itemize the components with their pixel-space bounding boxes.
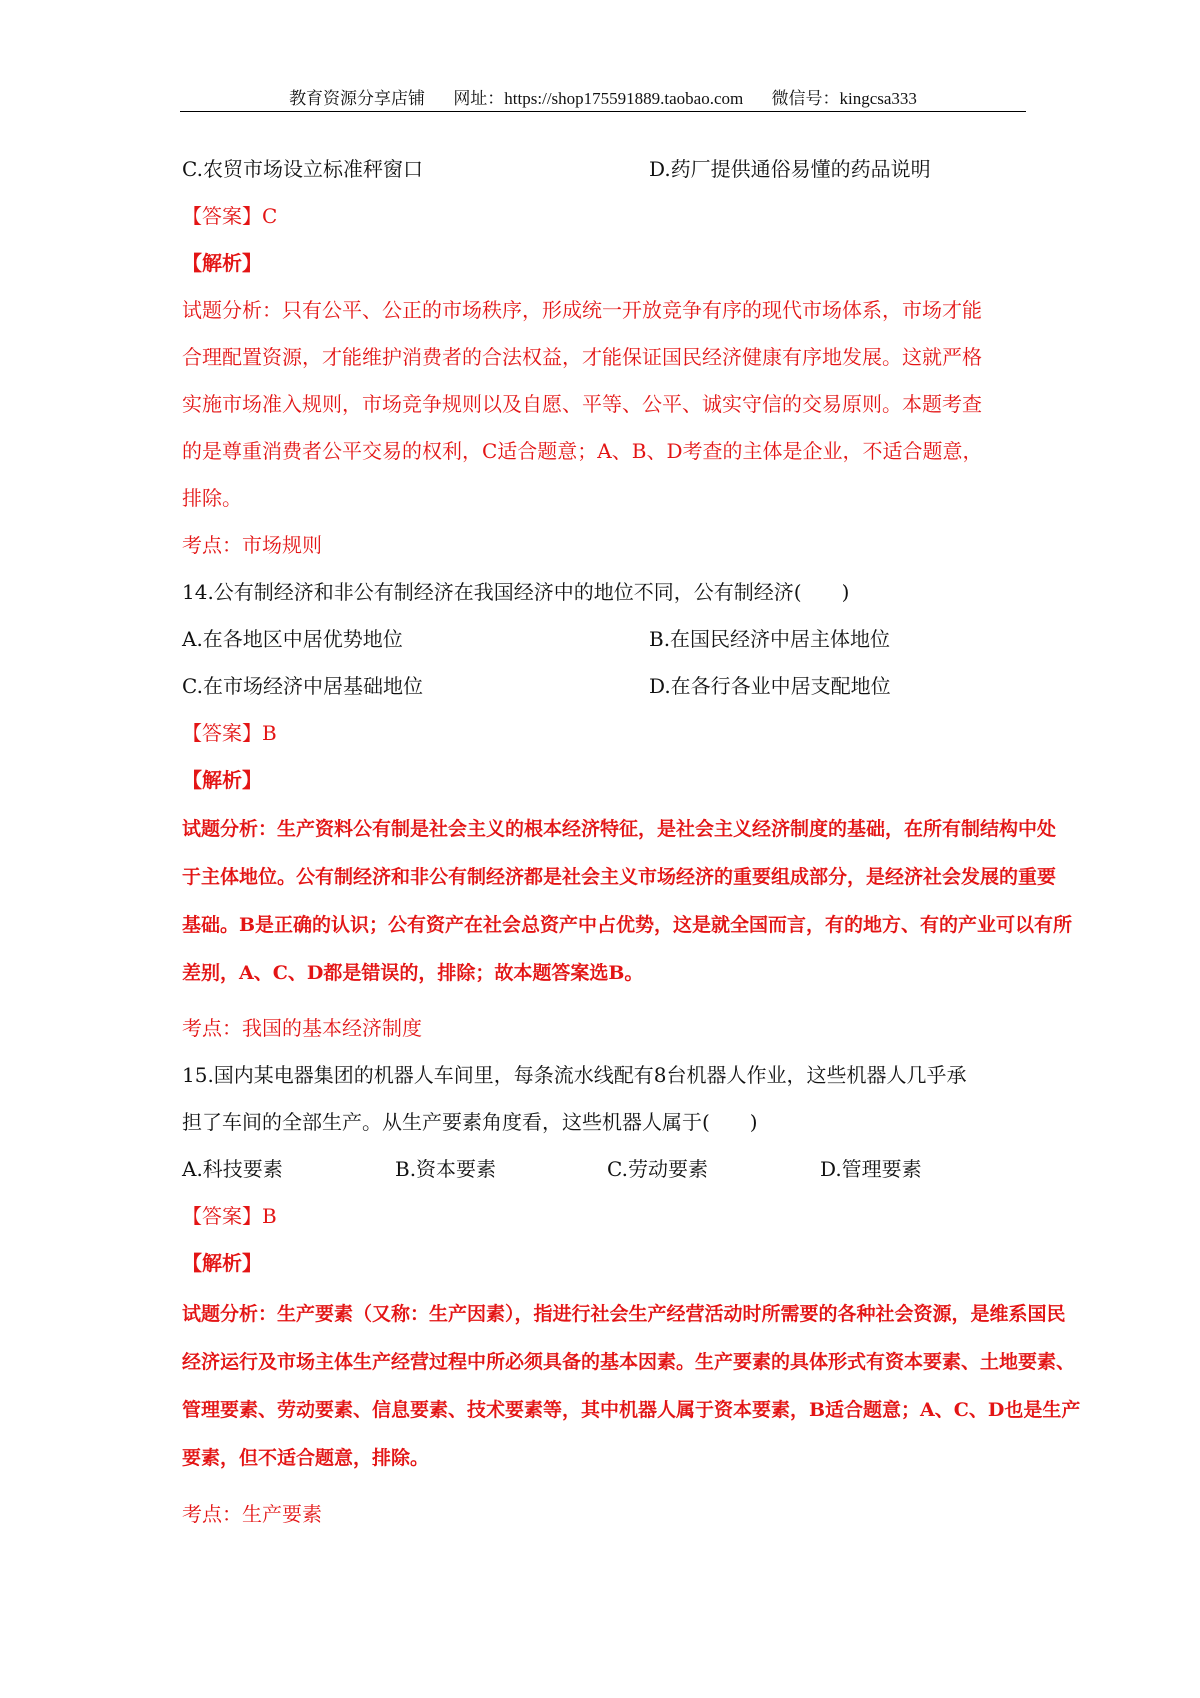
- q15-analysis-line: 试题分析：生产要素（又称：生产因素），指进行社会生产经营活动时所需要的各种社会资源，是维系国民: [182, 1303, 1066, 1325]
- q15-option-d: D.管理要素: [820, 1157, 922, 1181]
- q15-option-a: A.科技要素: [182, 1157, 283, 1181]
- q15-stem-line: 15.国内某电器集团的机器人车间里，每条流水线配有8台机器人作业，这些机器人几乎承: [182, 1063, 967, 1087]
- answer-label: 【答案】: [182, 721, 262, 745]
- q14-analysis-line: 差别，A、C、D都是错误的，排除；故本题答案选B。: [182, 962, 644, 984]
- q15-analysis-line: 要素，但不适合题意，排除。: [182, 1447, 430, 1469]
- answer-value: B: [262, 721, 277, 745]
- q14-option-d: D.在各行各业中居支配地位: [649, 674, 891, 698]
- q13-option-d: D.药厂提供通俗易懂的药品说明: [649, 157, 931, 181]
- q13-analysis-line: 的是尊重消费者公平交易的权利，C适合题意；A、B、D考查的主体是企业，不适合题意，: [182, 439, 983, 463]
- answer-value: C: [262, 204, 278, 228]
- q15-option-b: B.资本要素: [395, 1157, 497, 1181]
- header-shop: 教育资源分享店铺: [289, 89, 426, 108]
- q14-kaodian: 考点：我国的基本经济制度: [182, 1016, 422, 1040]
- q13-analysis-line: 合理配置资源，才能维护消费者的合法权益，才能保证国民经济健康有序地发展。这就严格: [182, 345, 982, 369]
- answer-label: 【答案】: [182, 1204, 262, 1228]
- q13-analysis-label: 【解析】: [182, 251, 262, 275]
- q15-stem-line: 担了车间的全部生产。从生产要素角度看，这些机器人属于( ): [182, 1110, 758, 1134]
- q15-analysis-label: 【解析】: [182, 1251, 262, 1275]
- q13-option-c: C.农贸市场设立标准秤窗口: [182, 157, 423, 181]
- q14-analysis-label: 【解析】: [182, 768, 262, 792]
- q14-analysis-line: 于主体地位。公有制经济和非公有制经济都是社会主义市场经济的重要组成部分，是经济社会发展的重要: [182, 866, 1057, 888]
- q15-kaodian: 考点：生产要素: [182, 1502, 322, 1526]
- page-header: [180, 84, 1026, 109]
- q13-answer: [182, 202, 277, 230]
- answer-label: 【答案】: [182, 204, 262, 228]
- q14-answer: [182, 719, 277, 747]
- q15-answer: [182, 1202, 277, 1230]
- answer-value: B: [262, 1204, 277, 1228]
- q15-option-c: C.劳动要素: [607, 1157, 708, 1181]
- q13-analysis-line: 实施市场准入规则，市场竞争规则以及自愿、平等、公平、诚实守信的交易原则。本题考查: [182, 392, 982, 416]
- q15-analysis-line: 经济运行及市场主体生产经营过程中所必须具备的基本因素。生产要素的具体形式有资本要素、土地要素、: [182, 1351, 1076, 1373]
- header-wechat: 微信号：kingcsa333: [771, 89, 917, 108]
- q14-option-a: A.在各地区中居优势地位: [182, 627, 403, 651]
- header-url: 网址：https://shop175591889.taobao.com: [453, 89, 744, 108]
- q14-stem: 14.公有制经济和非公有制经济在我国经济中的地位不同，公有制经济( ): [182, 580, 850, 604]
- q14-analysis-line: 试题分析：生产资料公有制是社会主义的根本经济特征，是社会主义经济制度的基础，在所有制结构中处: [182, 818, 1057, 840]
- q14-option-c: C.在市场经济中居基础地位: [182, 674, 423, 698]
- q13-kaodian: 考点：市场规则: [182, 533, 322, 557]
- q14-option-b: B.在国民经济中居主体地位: [649, 627, 891, 651]
- q14-analysis-line: 基础。B是正确的认识；公有资产在社会总资产中占优势，这是就全国而言，有的地方、有的产业可以有所: [182, 914, 1073, 936]
- q13-analysis-line: 试题分析：只有公平、公正的市场秩序，形成统一开放竞争有序的现代市场体系，市场才能: [182, 298, 982, 322]
- q13-analysis-line: 排除。: [182, 486, 242, 510]
- q15-analysis-line: 管理要素、劳动要素、信息要素、技术要素等，其中机器人属于资本要素，B适合题意；A、C、D也是生产: [182, 1399, 1081, 1421]
- header-divider: [180, 111, 1026, 112]
